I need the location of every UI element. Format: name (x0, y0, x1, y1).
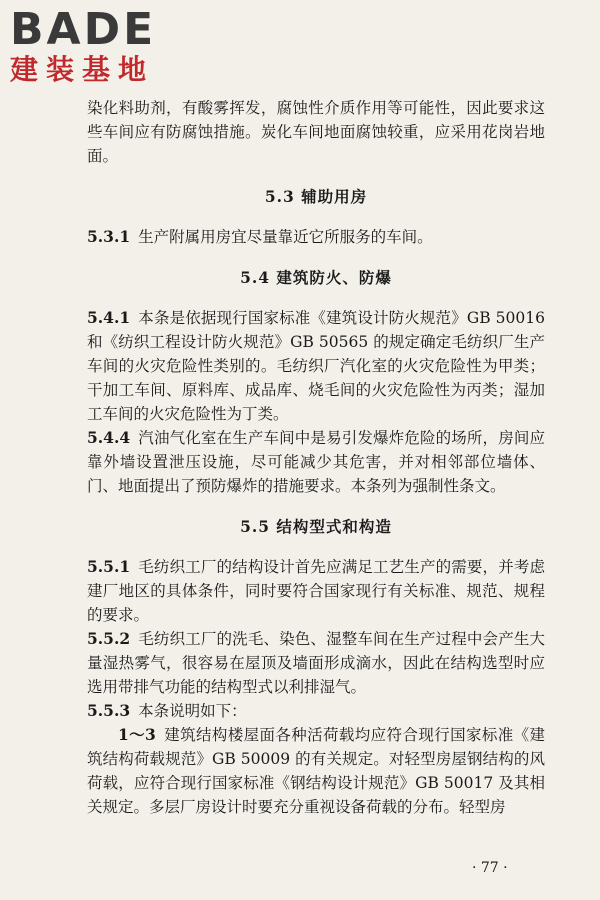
clause-number: 5.5.1 (87, 557, 131, 576)
page-number: · 77 · (472, 860, 508, 876)
logo-wordmark: BADE (10, 4, 157, 55)
clause-5-3-1 (87, 225, 545, 249)
clause-5-5-2 (87, 627, 545, 699)
item-text: 建筑结构楼屋面各种活荷载均应符合现行国家标准《建筑结构荷载规范》GB 50009 的有关规定。对轻型房屋钢结构的风荷载，应符合现行国家标准《钢结构设计规范》GB 50017 及其相关规定。多层厂房设计时要充分重视设备荷载的分布。轻型房 (87, 726, 545, 816)
paragraph-continued: 染化料助剂，有酸雾挥发，腐蚀性介质作用等可能性，因此要求这些车间应有防腐蚀措施。炭化车间地面腐蚀较重，应采用花岗岩地面。 (87, 99, 545, 165)
section-heading-5-3: 5.3 辅助用房 (264, 187, 368, 206)
clause-5-5-1 (87, 555, 545, 627)
bade-logo (10, 6, 180, 86)
clause-number: 5.4.4 (87, 428, 131, 447)
clause-number: 5.4.1 (87, 308, 131, 327)
section-heading-5-4: 5.4 建筑防火、防爆 (240, 268, 392, 287)
clause-number: 5.5.3 (87, 701, 131, 720)
clause-text: 本条是依据现行国家标准《建筑设计防火规范》GB 50016和《纺织工程设计防火规范》GB 50565 的规定确定毛纺织厂生产车间的火灾危险性类别的。毛纺织厂汽化室的火灾危险性为甲类；干加工车间、原料库、成品库、烧毛间的火灾危险性为丙类；湿加工车间的火灾危险性为丁类。 (87, 309, 545, 423)
clause-text: 本条说明如下： (138, 702, 247, 720)
clause-text: 毛纺织工厂的结构设计首先应满足工艺生产的需要，并考虑建厂地区的具体条件，同时要符合国家现行有关标准、规范、规程的要求。 (87, 558, 545, 624)
clause-5-4-4 (87, 426, 545, 498)
clause-5-5-3 (87, 699, 545, 723)
clause-number: 5.5.2 (87, 629, 131, 648)
clause-number: 5.3.1 (87, 227, 131, 246)
clause-text: 汽油气化室在生产车间中是易引发爆炸危险的场所，房间应靠外墙设置泄压设施，尽可能减少其危害，并对相邻部位墙体、门、地面提出了预防爆炸的措施要求。本条列为强制性条文。 (87, 429, 545, 495)
clause-text: 毛纺织工厂的洗毛、染色、湿整车间在生产过程中会产生大量湿热雾气，很容易在屋顶及墙面形成滴水，因此在结构选型时应选用带排气功能的结构型式以利排湿气。 (87, 630, 545, 696)
clause-item-1-3 (87, 723, 545, 819)
logo-subtitle: 建装基地 (10, 53, 155, 86)
section-heading-5-5: 5.5 结构型式和构造 (240, 517, 392, 536)
clause-text: 生产附属用房宜尽量靠近它所服务的车间。 (138, 228, 433, 246)
document-body (87, 96, 545, 819)
clause-5-4-1 (87, 306, 545, 426)
item-number: 1～3 (118, 725, 156, 744)
